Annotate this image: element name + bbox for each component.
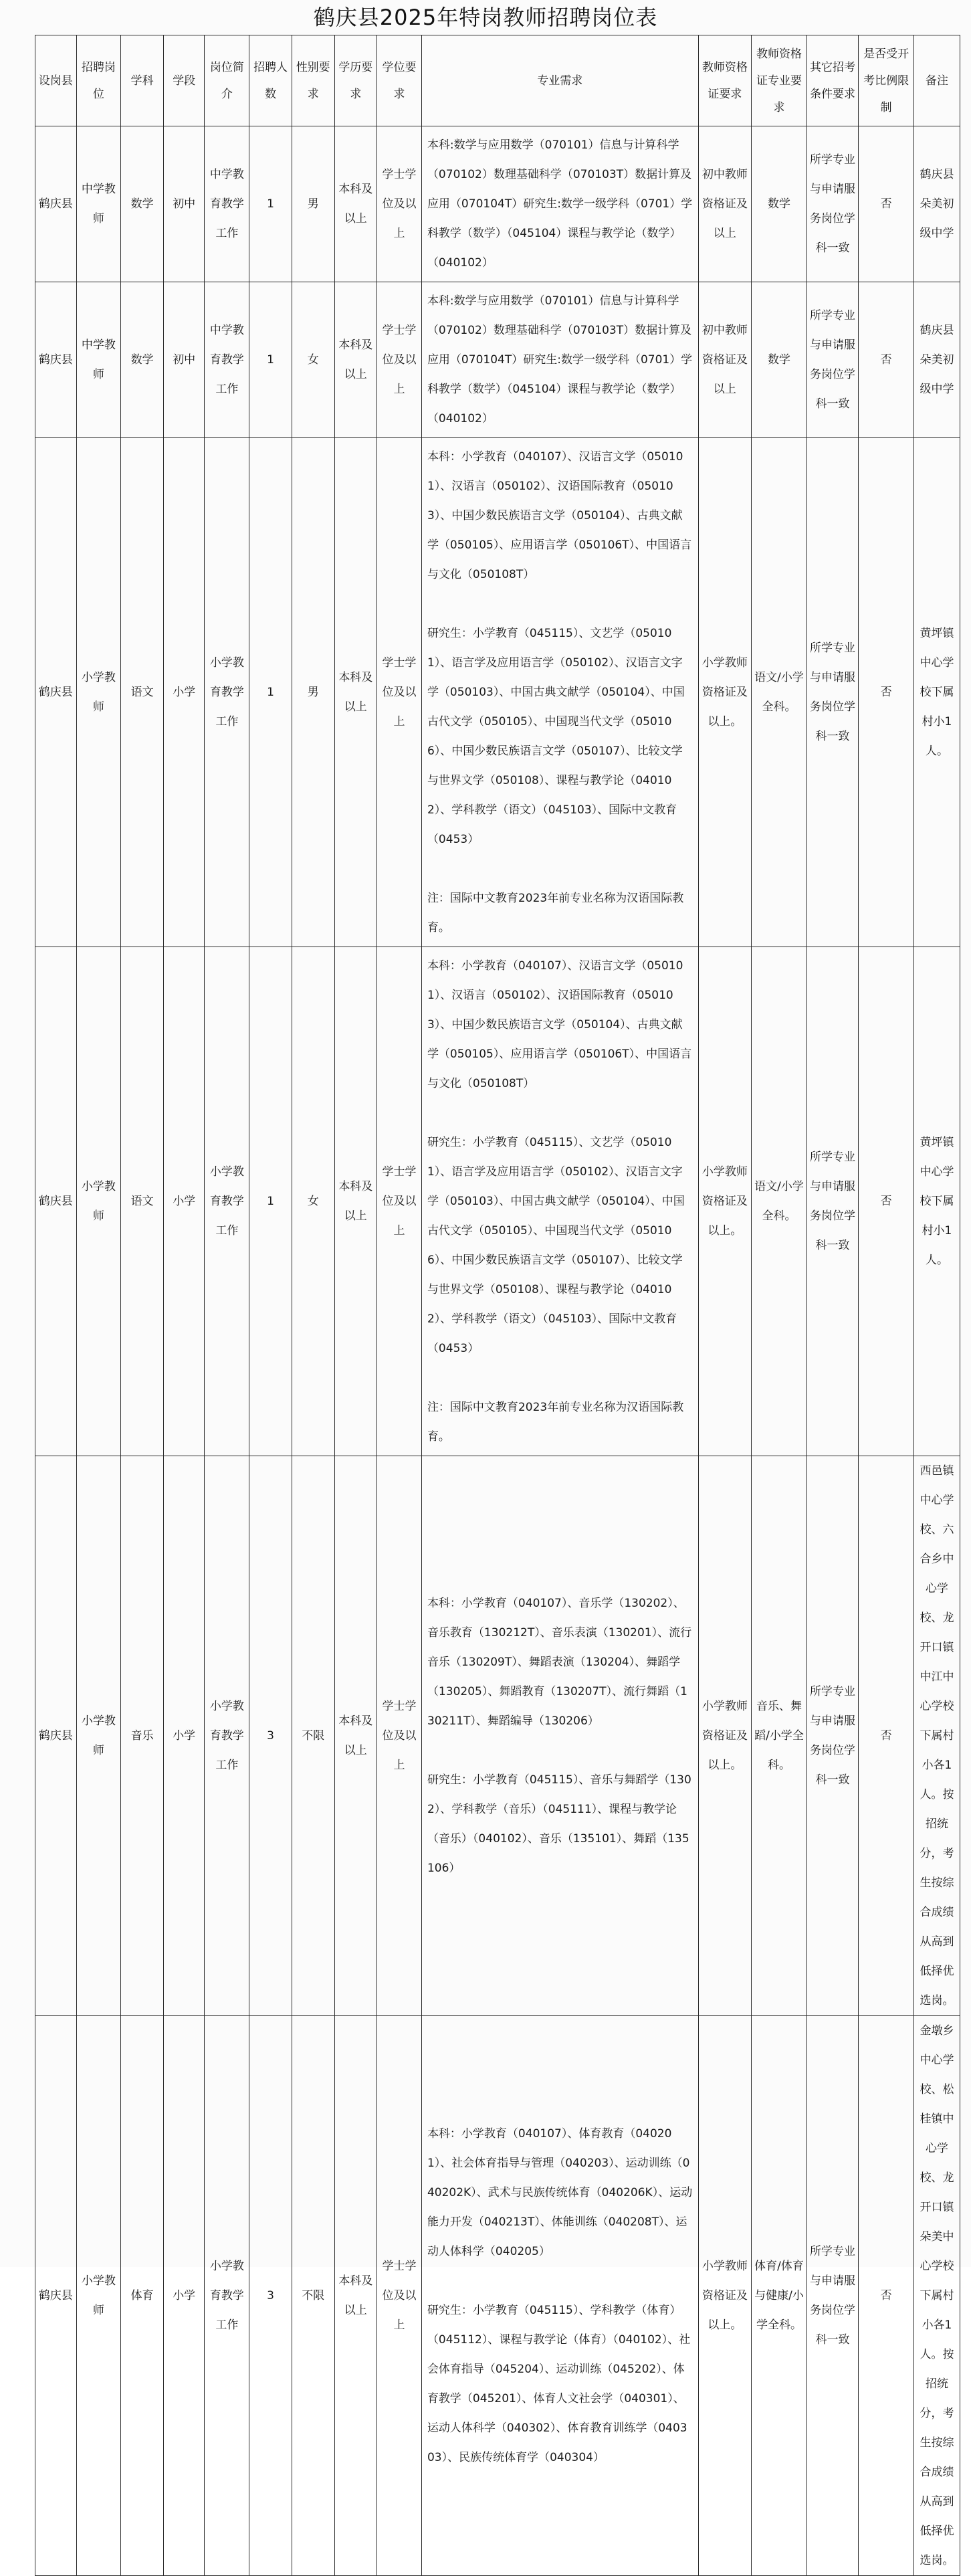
- cert-major-cell: 音乐、舞蹈/小学全科。: [752, 1456, 807, 2016]
- header-cell: 教师资格证要求: [698, 35, 752, 126]
- header-cell: 招聘人数: [249, 35, 292, 126]
- major-note: 注：国际中文教育2023年前专业名称为汉语国际教育。: [427, 892, 684, 934]
- gender-cell: 女: [292, 947, 334, 1456]
- county-cell: 鹤庆县: [35, 1456, 77, 2016]
- ratio-cell: 否: [859, 2016, 914, 2576]
- header-cell: 教师资格证专业要求: [752, 35, 807, 126]
- major-cell: [421, 2016, 698, 2576]
- county-cell: 鹤庆县: [35, 2016, 77, 2576]
- education-cell: 本科及以上: [334, 947, 377, 1456]
- education-cell: 本科及以上: [334, 438, 377, 947]
- header-cell: 学位要求: [377, 35, 422, 126]
- header-cell: 是否受开考比例限制: [859, 35, 914, 126]
- table-row: [35, 947, 960, 1456]
- intro-cell: 小学教育教学工作: [205, 1456, 249, 2016]
- header-cell: 其它招考条件要求: [806, 35, 858, 126]
- major-cell: [421, 438, 698, 947]
- county-cell: 鹤庆县: [35, 438, 77, 947]
- other-cell: 所学专业与申请服务岗位学科一致: [806, 1456, 858, 2016]
- degree-cell: 学士学位及以上: [377, 1456, 422, 2016]
- ratio-cell: 否: [859, 438, 914, 947]
- gender-cell: 男: [292, 438, 334, 947]
- major-note: 注：国际中文教育2023年前专业名称为汉语国际教育。: [427, 1401, 684, 1444]
- header-cell: 专业需求: [421, 35, 698, 126]
- county-cell: 鹤庆县: [35, 282, 77, 438]
- subject-cell: 语文: [121, 947, 164, 1456]
- ratio-cell: 否: [859, 126, 914, 282]
- header-cell: 招聘岗位: [76, 35, 121, 126]
- cert-cell: 初中教师资格证及以上: [698, 126, 752, 282]
- intro-cell: 小学教育教学工作: [205, 438, 249, 947]
- table-row: [35, 1456, 960, 2016]
- cert-cell: 小学教师资格证及以上。: [698, 947, 752, 1456]
- cert-major-cell: 体育/体育与健康/小学全科。: [752, 2016, 807, 2576]
- other-cell: 所学专业与申请服务岗位学科一致: [806, 126, 858, 282]
- education-cell: 本科及以上: [334, 126, 377, 282]
- level-cell: 小学: [163, 438, 205, 947]
- major-text: 本科：小学教育（040107）、汉语言文学（050101）、汉语言（050102）、汉语国际教育（050103）、中国少数民族语言文学（050104）、古典文献学（050105）、应用语言学（050106T）、中国语言与文化（050108T）: [427, 959, 692, 1090]
- note-cell: 鹤庆县朵美初级中学: [913, 126, 960, 282]
- major-text: 本科：小学教育（040107）、音乐学（130202）、音乐教育（130212T）、音乐表演（130201）、流行音乐（130209T）、舞蹈表演（130204）、舞蹈学（130205）、舞蹈教育（130207T）、流行舞蹈（130211T）、舞蹈编导（130206）: [427, 1597, 692, 1728]
- page-title: 鹤庆县2025年特岗教师招聘岗位表: [313, 5, 658, 30]
- header-cell: 性别要求: [292, 35, 334, 126]
- major-cell: [421, 1456, 698, 2016]
- count-cell: 1: [249, 126, 292, 282]
- note-cell: 西邑镇中心学校、六合乡中心学校、龙开口镇中江中心学校下属村小各1人。按招统分，考生按综合成绩从高到低择优选岗。: [913, 1456, 960, 2016]
- post-cell: 小学教师: [76, 2016, 121, 2576]
- cert-major-cell: 数学: [752, 126, 807, 282]
- intro-cell: 中学教育教学工作: [205, 282, 249, 438]
- table-row: [35, 2016, 960, 2576]
- header-cell: 学科: [121, 35, 164, 126]
- major-text: 研究生：小学教育（045115）、音乐与舞蹈学（1302）、学科教学（音乐）（045111）、课程与教学论（音乐）（040102）、音乐（135101）、舞蹈（135106）: [427, 1773, 691, 1875]
- recruitment-table: [35, 35, 960, 2576]
- major-text: 本科:数学与应用数学（070101）信息与计算科学（070102）数理基础科学（070103T）数据计算及应用（070104T）研究生:数学一级学科（0701）学科教学（数学）（045104）课程与教学论（数学）（040102）: [427, 294, 693, 425]
- cert-cell: 小学教师资格证及以上。: [698, 438, 752, 947]
- ratio-cell: 否: [859, 947, 914, 1456]
- intro-cell: 小学教育教学工作: [205, 2016, 249, 2576]
- note-cell: 黄坪镇中心学校下属村小1人。: [913, 947, 960, 1456]
- degree-cell: 学士学位及以上: [377, 2016, 422, 2576]
- table-row: [35, 126, 960, 282]
- header-cell: 设岗县: [35, 35, 77, 126]
- level-cell: 小学: [163, 947, 205, 1456]
- subject-cell: 数学: [121, 282, 164, 438]
- major-text: 本科:数学与应用数学（070101）信息与计算科学（070102）数理基础科学（070103T）数据计算及应用（070104T）研究生:数学一级学科（0701）学科教学（数学）（045104）课程与教学论（数学）（040102）: [427, 138, 693, 270]
- level-cell: 初中: [163, 282, 205, 438]
- count-cell: 3: [249, 1456, 292, 2016]
- cert-cell: 初中教师资格证及以上: [698, 282, 752, 438]
- gender-cell: 不限: [292, 2016, 334, 2576]
- post-cell: 小学教师: [76, 947, 121, 1456]
- table-row: [35, 438, 960, 947]
- subject-cell: 音乐: [121, 1456, 164, 2016]
- major-text: 本科：小学教育（040107）、体育教育（040201）、社会体育指导与管理（040203）、运动训练（040202K）、武术与民族传统体育（040206K）、运动能力开发（040213T）、体能训练（040208T）、运动人体科学（040205）: [427, 2127, 693, 2258]
- other-cell: 所学专业与申请服务岗位学科一致: [806, 2016, 858, 2576]
- other-cell: 所学专业与申请服务岗位学科一致: [806, 947, 858, 1456]
- cert-cell: 小学教师资格证及以上。: [698, 1456, 752, 2016]
- table-header-row: [35, 35, 960, 126]
- note-cell: 黄坪镇中心学校下属村小1人。: [913, 438, 960, 947]
- header-cell: 备注: [913, 35, 960, 126]
- major-cell: [421, 126, 698, 282]
- education-cell: 本科及以上: [334, 1456, 377, 2016]
- note-cell: 鹤庆县朵美初级中学: [913, 282, 960, 438]
- degree-cell: 学士学位及以上: [377, 438, 422, 947]
- major-text: 研究生：小学教育（045115）、文艺学（050101）、语言学及应用语言学（050102）、汉语言文字学（050103）、中国古典文献学（050104）、中国古代文学（050105）、中国现当代文学（050106）、中国少数民族语言文学（050107）、比较文学与世界文学（050108）、课程与教学论（040102）、学科教学（语文）（045103）、国际中文教育（0453）: [427, 1136, 685, 1355]
- other-cell: 所学专业与申请服务岗位学科一致: [806, 282, 858, 438]
- ratio-cell: 否: [859, 282, 914, 438]
- gender-cell: 女: [292, 282, 334, 438]
- degree-cell: 学士学位及以上: [377, 126, 422, 282]
- subject-cell: 体育: [121, 2016, 164, 2576]
- subject-cell: 语文: [121, 438, 164, 947]
- major-text: 研究生：小学教育（045115）、文艺学（050101）、语言学及应用语言学（050102）、汉语言文字学（050103）、中国古典文献学（050104）、中国古代文学（050105）、中国现当代文学（050106）、中国少数民族语言文学（050107）、比较文学与世界文学（050108）、课程与教学论（040102）、学科教学（语文）（045103）、国际中文教育（0453）: [427, 627, 685, 846]
- major-cell: [421, 282, 698, 438]
- level-cell: 小学: [163, 1456, 205, 2016]
- cert-cell: 小学教师资格证及以上。: [698, 2016, 752, 2576]
- cert-major-cell: 语文/小学全科。: [752, 947, 807, 1456]
- count-cell: 3: [249, 2016, 292, 2576]
- level-cell: 初中: [163, 126, 205, 282]
- intro-cell: 小学教育教学工作: [205, 947, 249, 1456]
- count-cell: 1: [249, 947, 292, 1456]
- count-cell: 1: [249, 438, 292, 947]
- post-cell: 小学教师: [76, 438, 121, 947]
- note-cell: 金墩乡中心学校、松桂镇中心学校、龙开口镇朵美中心学校下属村小各1人。按招统分，考生按综合成绩从高到低择优选岗。: [913, 2016, 960, 2576]
- cert-major-cell: 语文/小学全科。: [752, 438, 807, 947]
- count-cell: 1: [249, 282, 292, 438]
- subject-cell: 数学: [121, 126, 164, 282]
- education-cell: 本科及以上: [334, 282, 377, 438]
- degree-cell: 学士学位及以上: [377, 282, 422, 438]
- gender-cell: 男: [292, 126, 334, 282]
- ratio-cell: 否: [859, 1456, 914, 2016]
- major-text: 研究生：小学教育（045115）、学科教学（体育）（045112）、课程与教学论（体育）（040102）、社会体育指导（045204）、运动训练（045202）、体育教学（045201）、体育人文社会学（040301）、运动人体科学（040302）、体育教育训练学（040303）、民族传统体育学（040304）: [427, 2304, 691, 2464]
- header-cell: 学段: [163, 35, 205, 126]
- post-cell: 小学教师: [76, 1456, 121, 2016]
- other-cell: 所学专业与申请服务岗位学科一致: [806, 438, 858, 947]
- cert-major-cell: 数学: [752, 282, 807, 438]
- county-cell: 鹤庆县: [35, 126, 77, 282]
- post-cell: 中学教师: [76, 282, 121, 438]
- degree-cell: 学士学位及以上: [377, 947, 422, 1456]
- header-cell: 学历要求: [334, 35, 377, 126]
- major-cell: [421, 947, 698, 1456]
- county-cell: 鹤庆县: [35, 947, 77, 1456]
- post-cell: 中学教师: [76, 126, 121, 282]
- table-row: [35, 282, 960, 438]
- education-cell: 本科及以上: [334, 2016, 377, 2576]
- header-cell: 岗位简介: [205, 35, 249, 126]
- intro-cell: 中学教育教学工作: [205, 126, 249, 282]
- level-cell: 小学: [163, 2016, 205, 2576]
- major-text: 本科：小学教育（040107）、汉语言文学（050101）、汉语言（050102）、汉语国际教育（050103）、中国少数民族语言文学（050104）、古典文献学（050105）、应用语言学（050106T）、中国语言与文化（050108T）: [427, 450, 692, 581]
- gender-cell: 不限: [292, 1456, 334, 2016]
